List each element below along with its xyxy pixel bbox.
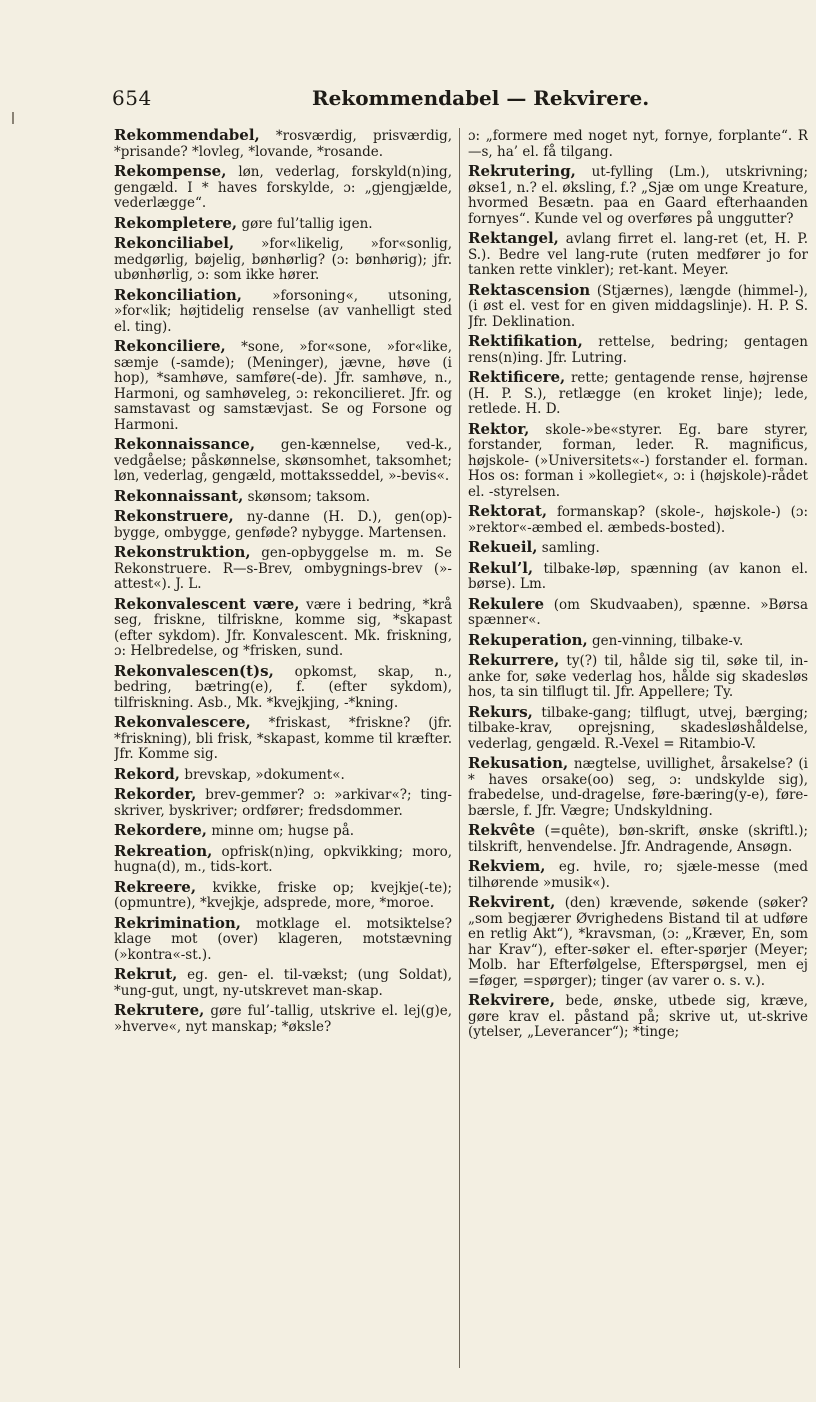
left-column [114,128,452,1390]
definition: eg. gen- el. til-vækst; (ung Soldat), *ung-gut, ungt, ny-utskrevet man-skap. [114,967,452,999]
headword: Rekommendabel, [114,128,260,144]
dictionary-entry [114,128,452,160]
column-divider [459,128,460,1368]
definition: *rosværdig, prisværdig, *prisande? *lovleg, *lovande, *rosande. [114,128,452,160]
dictionary-entry [468,231,808,279]
definition: avlang firret el. lang-ret (et, H. P. S.). Bedre vel lang-rute (ruten medfører jo for tanken rette vinkler); ret-kant. Meyer. [468,231,808,278]
dictionary-entry [114,545,452,593]
definition: »forsoning«, utsoning, »for«lik; højtidelig renselse (av vanhelligt sted el. ting). [114,287,452,335]
definition: gøre ful’tallig igen. [241,215,373,232]
headword: Rektor, [468,419,530,438]
definition: gen-vinning, tilbake-v. [592,632,744,649]
definition: brev-gemmer? ɔ: »arkivar«?; ting-skriver, byskriver; ordfører; fredsdommer. [114,787,452,819]
headword: Rekul’l, [468,558,534,577]
headword: Rektificere, [468,368,566,386]
headword: Rekonstruktion, [114,543,251,561]
definition: eg. hvile, ro; sjæle-messe (med tilhørende »musik«). [468,859,808,891]
definition: (om Skudvaaben), spænne. »Børsa spænner«. [468,596,808,628]
headword: Rekordere, [114,821,208,839]
definition: minne om; hugse på. [211,823,355,839]
headword: Rekonvalescere, [114,713,251,731]
dictionary-entry [468,702,808,753]
definition: kvikke, friske op; kvejkje(-te); (opmuntre), *kvejkje, adsprede, more, *moroe. [114,879,452,911]
headword: Rekrutering, [468,162,576,180]
definition: rette; gentagende rense, højrense (H. P. S.), retlægge (en kroket linje); lede, retlede. H. D. [468,370,808,417]
dictionary-entry [114,787,452,819]
dictionary-entry [114,339,452,433]
definition: opkomst, skap, n., bedring, bætring(e), f. (efter sykdom), tilfriskning. Asb., Mk. *kvejkjing, -*kning. [114,663,452,711]
definition: gen-opbyggelse m. m. Se Rekonstruere. R—s-Brev, ombygnings-brev (»-attest«). J. L. [114,545,452,592]
dictionary-entry [468,280,808,331]
definition: ty(?) til, hålde sig til, søke til, in-anke for, søke vederlag hos, hålde sig skadesløs hos, ta sin tilflugt til. Jfr. Appellere; Ty. [468,653,808,700]
definition: (den) krævende, søkende (søker? „som begjærer Øvrighedens Bistand til at udføre en retlig Akt“), *kravsman, (ɔ: „Kræver, En, som har Krav“), efter-søker el. efter-spørjer (Meyer; Molb. har Efterfølgelse, Efterspørgsel, men ej =føger, =spørger); tinger (av varer o. s. v.). [468,895,808,989]
dictionary-entry [114,1003,452,1035]
dictionary-entry [114,913,452,964]
dictionary-entry [468,419,808,501]
dictionary-entry [468,895,808,989]
headword: Rektifikation, [468,332,583,350]
headword: Rekvirere, [468,991,555,1009]
dictionary-entry [468,504,808,536]
headword: Rekreation, [114,841,213,860]
dictionary-entry [114,285,452,336]
definition: skole-»be«styrer. Eg. bare styrer, forstander, forman, leder. R. magnificus, højskole- (»Universitets«-) forstander el. forman. Hos os: forman i »kollegiet«, ɔ: i (højskole)-rådet el. -styrelsen. [468,421,808,500]
right-column [468,128,808,1390]
dictionary-entry [114,594,452,660]
definition: være i bedring, *krå seg, friskne, tilfriskne, komme sig, *skapast (efter sykdom). Jfr. Konvalescent. Mk. friskning, ɔ: Helbredelse, og *frisken, sund. [114,596,452,659]
definition: samling. [541,540,600,556]
headword: Rekreere, [114,877,197,896]
definition: opfrisk(n)ing, opkvikking; moro, hugna(d), m., tids-kort. [114,843,452,875]
definition: motklage el. motsiktelse? klage mot (over) klageren, motstævning (»kontra«-st.). [114,915,452,963]
definition: (Stjærnes), længde (himmel-), (i øst el. vest for en given middagslinje). H. P. S. Jfr. Deklination. [468,282,808,330]
headword: Rekonvalescen(t)s, [114,661,274,680]
definition: *friskast, *friskne? (jfr. *friskning), bli frisk, *skapast, komme til kræfter. Jfr. Komme sig. [114,715,452,762]
dictionary-entry [468,558,808,593]
definition: rettelse, bedring; gentagen rens(n)ing. Jfr. Lutring. [468,334,808,366]
dictionary-entry [468,540,808,557]
dictionary-entry [114,967,452,999]
dictionary-entry [114,841,452,876]
definition: »for«likelig, »for«sonlig, medgørlig, bøjelig, bønhørlig? (ɔ: bønhørig); jfr. ubønhørlig, ɔ: som ikke hører. [114,236,452,283]
dictionary-entry [114,486,452,506]
headword: Rekvête [468,821,536,839]
headword: Rekonciliabel, [114,234,235,252]
definition: ut-fylling (Lm.), utskrivning; økse1, n.? el. øksling, f.? „Sjæ om unge Kreature, hvormed Besætn. paa en Gaard efterhaanden fornyes“. Kunde vel og overføres på unggutter? [468,164,808,227]
headword: Rekonciliation, [114,285,243,304]
headword: Rekonciliere, [114,337,226,355]
definition: tilbake-løp, spænning (av kanon el. børse). Lm. [468,560,808,592]
definition: gen-kænnelse, ved-k., vedgåelse; påskønnelse, skønsomhet, taksomhet; løn, vederlag, gengæld, mottaksseddel, »-bevis«. [114,437,452,484]
headword: Rekonnaissance, [114,435,256,453]
definition: nægtelse, uvillighet, årsakelse? (i * haves orsake(oo) seg, ɔ: undskylde sig), frabedelse, und-dragelse, føre-bæring(y-e), føre-bærsle, f. Jfr. Vægre; Undskyldning. [468,756,808,819]
dictionary-entry [468,128,808,160]
definition: bede, ønske, utbede sig, kræve, gøre krav el. påstand på; skrive ut, ut-skrive (ytelser, „Leverancer“); *tinge; [468,993,808,1040]
definition: tilbake-gang; tilflugt, utvej, bærging; tilbake-krav, oprejsning, skadesløshåldelse, vederlag, gengæld. R.-Vexel = Ritambio-V. [468,704,808,752]
definition: ny-danne (H. D.), gen(op)-bygge, ombygge, genføde? nybygge. Martensen. [114,509,452,541]
headword: Rekrutere, [114,1001,205,1019]
headword: Rekompense, [114,162,227,180]
headword: Rekorder, [114,785,197,803]
headword: Rekviem, [468,857,546,875]
definition: (=quête), bøn-skrift, ønske (skriftl.); tilskrift, henvendelse. Jfr. Andragende, Ansøgn. [468,823,808,855]
dictionary-entry [468,756,808,819]
headword: Rekueil, [468,538,538,556]
headword: Rekusation, [468,754,569,772]
dictionary-entry [114,877,452,912]
headword: Rektangel, [468,229,559,247]
headword: Rekurrere, [468,651,560,669]
headword: Rekonstruere, [114,507,234,525]
dictionary-entry [468,993,808,1041]
headword: Rekrimination, [114,913,241,932]
headword: Rekord, [114,764,181,783]
headword: Rekvirent, [468,893,556,911]
dictionary-entry [468,334,808,366]
dictionary-entry [114,661,452,712]
definition: skønsom; taksom. [247,488,371,505]
headword: Rektorat, [468,502,548,520]
headword: Rekulere [468,594,544,613]
dictionary-entry [468,653,808,701]
headword: Rekrut, [114,965,178,983]
headword: Rekuperation, [468,630,588,649]
dictionary-entry [114,823,452,840]
dictionary-entry [114,213,452,233]
headword: Rekonvalescent være, [114,594,300,613]
dictionary-entry [114,236,452,284]
dictionary-entry [468,630,808,650]
dictionary-entry [114,764,452,784]
headword: Rekurs, [468,702,533,721]
headword: Rektascension [468,280,591,299]
definition: *sone, »for«sone, »for«like, sæmje (-samde); (Meninger), jævne, høve (i hop), *samhøve, samføre(-de). Jfr. samhøve, n., Harmoni, og samhøveleg, ɔ: rekoncilieret. Jfr. og samstavast og samstævjast. Se og Forsone og Harmoni. [114,339,452,433]
dictionary-entry [468,594,808,629]
dictionary-entry [468,370,808,418]
definition: løn, vederlag, forskyld(n)ing, gengæld. I * haves forskylde, ɔ: „gjengjælde, vederlægge“. [114,164,452,211]
dictionary-entry [114,437,452,485]
headword: Rekonnaissant, [114,486,244,505]
definition: ɔ: „formere med noget nyt, fornye, forplante“. R—s, ha’ el. få tilgang. [468,128,808,160]
dictionary-entry [114,715,452,763]
definition: gøre ful’-tallig, utskrive el. lej(g)e, »hverve«, nyt manskap; *økslе? [114,1003,452,1035]
dictionary-entry [114,509,452,541]
dictionary-entry [468,164,808,227]
headword: Rekompletere, [114,213,238,232]
dictionary-entry [468,823,808,855]
definition: brevskap, »dokument«. [184,766,345,783]
running-title: Rekommendabel — Rekvirere. [312,86,650,110]
definition: formanskap? (skole-, højskole-) (ɔ: »rektor«-æmbed el. æmbeds-bosted). [468,504,808,536]
dictionary-entry [468,859,808,891]
page-header [0,86,816,120]
page-number: 654 [112,86,152,110]
dictionary-entry [114,164,452,212]
